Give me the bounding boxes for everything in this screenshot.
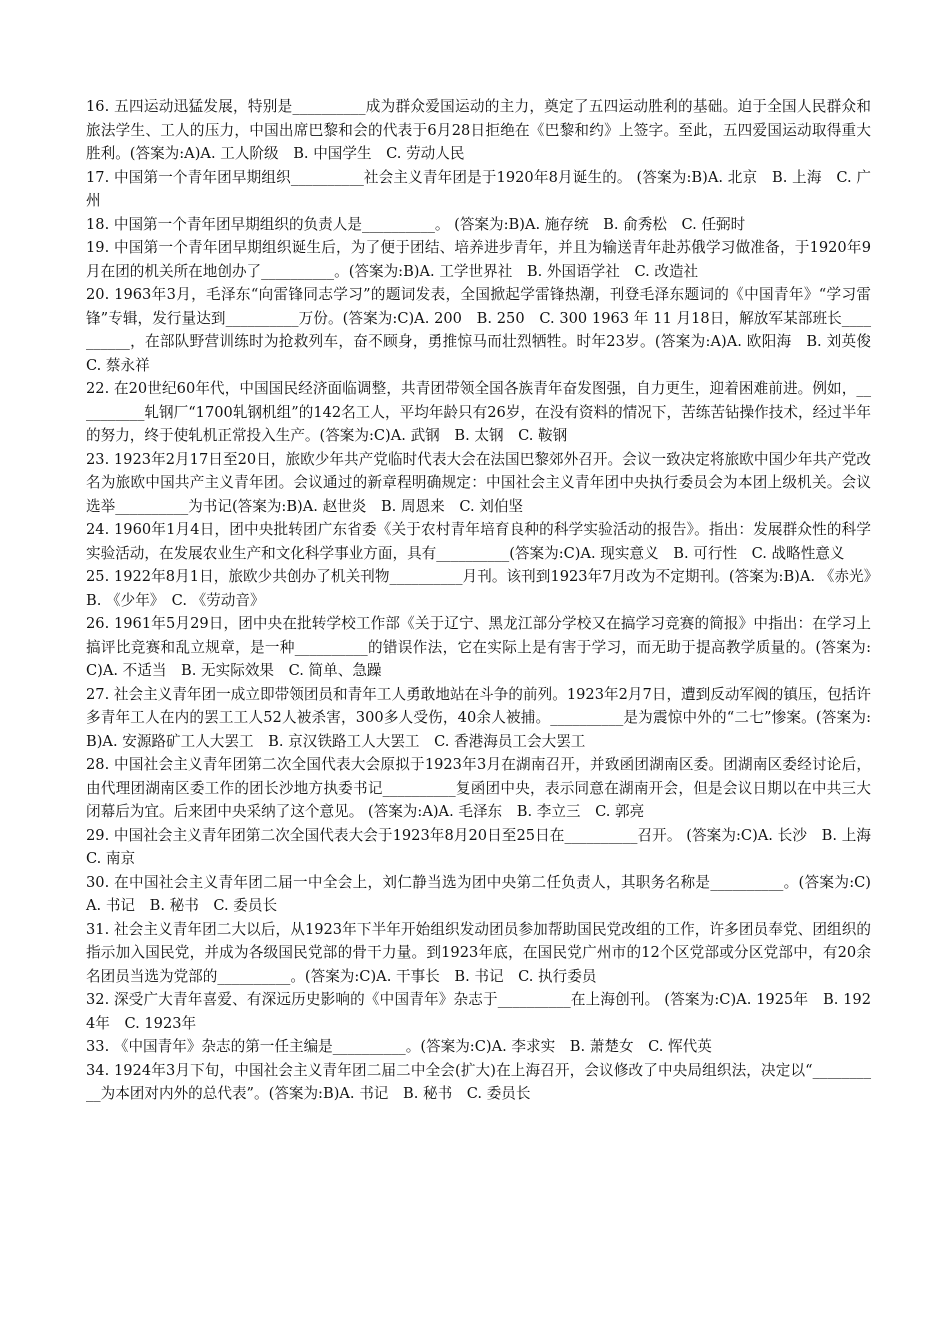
question-24: 24. 1960年1月4日，团中央批转团广东省委《关于农村青年培育良种的科学实验活动的报告》。指出：发展群众性的科学实验活动，在发展农业生产和文化科学事业方面，具有__________(答案为:C)A. 现实意义 B. 可行性 C. 战略性意义 <box>86 521 871 562</box>
question-17: 17. 中国第一个青年团早期组织__________社会主义青年团是于1920年8月诞生的。 (答案为:B)A. 北京 B. 上海 C. 广州 <box>86 168 871 209</box>
question-34: 34. 1924年3月下旬，中国社会主义青年团二届二中全会(扩大)在上海召开，会议修改了中央局组织法，决定以“__________为本团对内外的总代表”。(答案为:B)A. 书记 B. 秘书 C. 委员长 <box>86 1061 871 1102</box>
question-32: 32. 深受广大青年喜爱、有深远历史影响的《中国青年》杂志于__________在上海创刊。 (答案为:C)A. 1925年 B. 1924年 C. 1923年 <box>86 991 871 1032</box>
question-16: 16. 五四运动迅猛发展，特别是__________成为群众爱国运动的主力，奠定了五四运动胜利的基础。迫于全国人民群众和旅法学生、工人的压力，中国出席巴黎和会的代表于6月28日拒绝在《巴黎和约》上签字。至此，五四爱国运动取得重大胜利。(答案为:A)A. 工人阶级 B. 中国学生 C. 劳动人民 <box>86 98 871 162</box>
question-19: 19. 中国第一个青年团早期组织诞生后，为了便于团结、培养进步青年，并且为输送青年赴苏俄学习做准备，于1920年9月在团的机关所在地创办了__________。(答案为:B)A. 工学世界社 B. 外国语学社 C. 改造社 <box>86 239 871 280</box>
document-page <box>86 95 886 1106</box>
question-29: 29. 中国社会主义青年团第二次全国代表大会于1923年8月20日至25日在__________召开。 (答案为:C)A. 长沙 B. 上海 C. 南京 <box>86 826 886 867</box>
question-22: 22. 在20世纪60年代，中国国民经济面临调整，共青团带领全国各族青年奋发图强，自力更生，迎着困难前进。例如，__________轧钢厂“1700轧钢机组”的142名工人，平均年龄只有26岁，在没有资料的情况下，苦练苦钻操作技术，经过半年的努力，终于使轧机正常投入生产。(答案为:C)A. 武钢 B. 太钢 C. 鞍钢 <box>86 380 871 444</box>
question-23: 23. 1923年2月17日至20日，旅欧少年共产党临时代表大会在法国巴黎郊外召开。会议一致决定将旅欧中国少年共产党改名为旅欧中国共产主义青年团。会议通过的新章程明确规定：中国社会主义青年团中央执行委员会为本团上级机关。会议选举__________为书记(答案为:B)A. 赵世炎 B. 周恩来 C. 刘伯坚 <box>86 450 871 515</box>
question-28: 28. 中国社会主义青年团第二次全国代表大会原拟于1923年3月在湖南召开，并致函团湖南区委。团湖南区委经讨论后，由代理团湖南区委工作的团长沙地方执委书记__________复函团中央，表示同意在湖南开会，但是会议日期以在中共三大闭幕后为宜。后来团中央采纳了这个意见。 (答案为:A)A. 毛泽东 B. 李立三 C. 郭亮 <box>86 756 871 820</box>
question-26: 26. 1961年5月29日，团中央在批转学校工作部《关于辽宁、黑龙江部分学校又在搞学习竞赛的简报》中指出：在学习上搞评比竞赛和乱立规章，是一种__________的错误作法，它在实际上是有害于学习，而无助于提高教学质量的。(答案为:C)A. 不适当 B. 无实际效果 C. 简单、急躁 <box>86 615 871 679</box>
question-27: 27. 社会主义青年团一成立即带领团员和青年工人勇敢地站在斗争的前列。1923年2月7日，遭到反动军阀的镇压，包括许多青年工人在内的罢工工人52人被杀害，300多人受伤，40余人被捕。__________是为震惊中外的“二七”惨案。(答案为:B)A. 安源路矿工人大罢工 B. 京汉铁路工人大罢工 C. 香港海员工会大罢工 <box>86 685 871 750</box>
question-31: 31. 社会主义青年团二大以后，从1923年下半年开始组织发动团员参加帮助国民党改组的工作，许多团员奉党、团组织的指示加入国民党，并成为各级国民党部的骨干力量。到1923年底，在国民党广州市的12个区党部或分区党部中，有20余名团员当选为党部的__________。(答案为:C)A. 干事长 B. 书记 C. 执行委员 <box>86 920 871 985</box>
question-30: 30. 在中国社会主义青年团二届一中全会上，刘仁静当选为团中央第二任负责人，其职务名称是__________。(答案为:C)A. 书记 B. 秘书 C. 委员长 <box>86 873 871 914</box>
question-33: 33. 《中国青年》杂志的第一任主编是__________。(答案为:C)A. 李求实 B. 萧楚女 C. 恽代英 <box>86 1038 712 1055</box>
question-20: 20. 1963年3月，毛泽东“向雷锋同志学习”的题词发表，全国掀起学雷锋热潮，刊登毛泽东题词的《中国青年》“学习雷锋”专辑，发行量达到__________万份。(答案为:C)A. 200 B. 250 C. 300 1963 年 11 月18日，解放军某部班长__________，在部队野营训练时为抢救列车，奋不顾身，勇推惊马而壮烈牺牲。时年23岁。(答案为:A)A. 欧阳海 B. 刘英俊 C. 蔡永祥 <box>86 286 886 374</box>
question-25: 25. 1922年8月1日，旅欧少共创办了机关刊物__________月刊。该刊到1923年7月改为不定期刊。(答案为:B)A. 《赤光》 B. 《少年》 C. 《劳动音》 <box>86 568 886 609</box>
question-18: 18. 中国第一个青年团早期组织的负责人是__________。 (答案为:B)A. 施存统 B. 俞秀松 C. 任弼时 <box>86 215 746 233</box>
